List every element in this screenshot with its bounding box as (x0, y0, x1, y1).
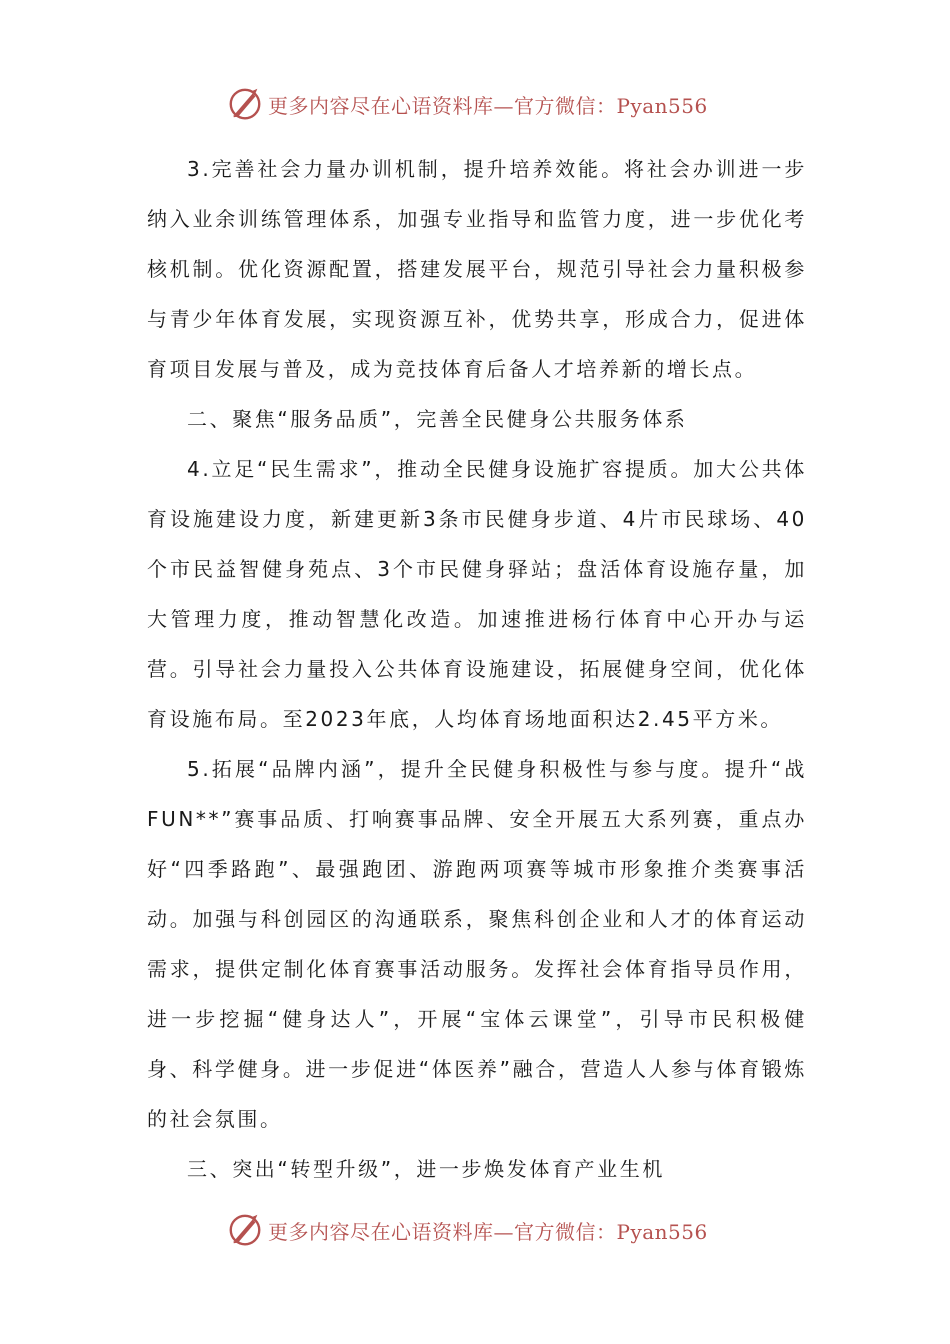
watermark-text: 更多内容尽在心语资料库—官方微信：Pyan556 (268, 1219, 708, 1244)
watermark-banner-top (226, 84, 708, 124)
paragraph-5: 5.拓展“品牌内涵”，提升全民健身积极性与参与度。提升“战FUN**”赛事品质、打响赛事品牌、安全开展五大系列赛，重点办好“四季路跑”、最强跑团、游跑两项赛等城市形象推介类赛事活动。加强与科创园区的沟通联系，聚焦科创企业和人才的体育运动需求，提供定制化体育赛事活动服务。发挥社会体育指导员作用，进一步挖掘“健身达人”，开展“宝体云课堂”，引导市民积极健身、科学健身。进一步促进“体医养”融合，营造人人参与体育锻炼的社会氛围。 (147, 757, 807, 1131)
paragraph-3: 3.完善社会力量办训机制，提升培养效能。将社会办训进一步纳入业余训练管理体系，加强专业指导和监管力度，进一步优化考核机制。优化资源配置，搭建发展平台，规范引导社会力量积极参与青少年体育发展，实现资源互补，优势共享，形成合力，促进体育项目发展与普及，成为竞技体育后备人才培养新的增长点。 (147, 157, 807, 381)
document-body (147, 144, 807, 1194)
section-heading-2: 二、聚焦“服务品质”，完善全民健身公共服务体系 (187, 407, 688, 431)
watermark-text: 更多内容尽在心语资料库—官方微信：Pyan556 (268, 93, 708, 118)
quill-logo-icon (226, 85, 264, 123)
section-heading-3: 三、突出“转型升级”，进一步焕发体育产业生机 (187, 1157, 665, 1181)
quill-logo-icon (226, 1211, 264, 1249)
paragraph-4: 4.立足“民生需求”，推动全民健身设施扩容提质。加大公共体育设施建设力度，新建更新3条市民健身步道、4片市民球场、40个市民益智健身苑点、3个市民健身驿站；盘活体育设施存量，加大管理力度，推动智慧化改造。加速推进杨行体育中心开办与运营。引导社会力量投入公共体育设施建设，拓展健身空间，优化体育设施布局。至2023年底，人均体育场地面积达2.45平方米。 (147, 457, 807, 731)
watermark-banner-bottom (226, 1210, 708, 1250)
